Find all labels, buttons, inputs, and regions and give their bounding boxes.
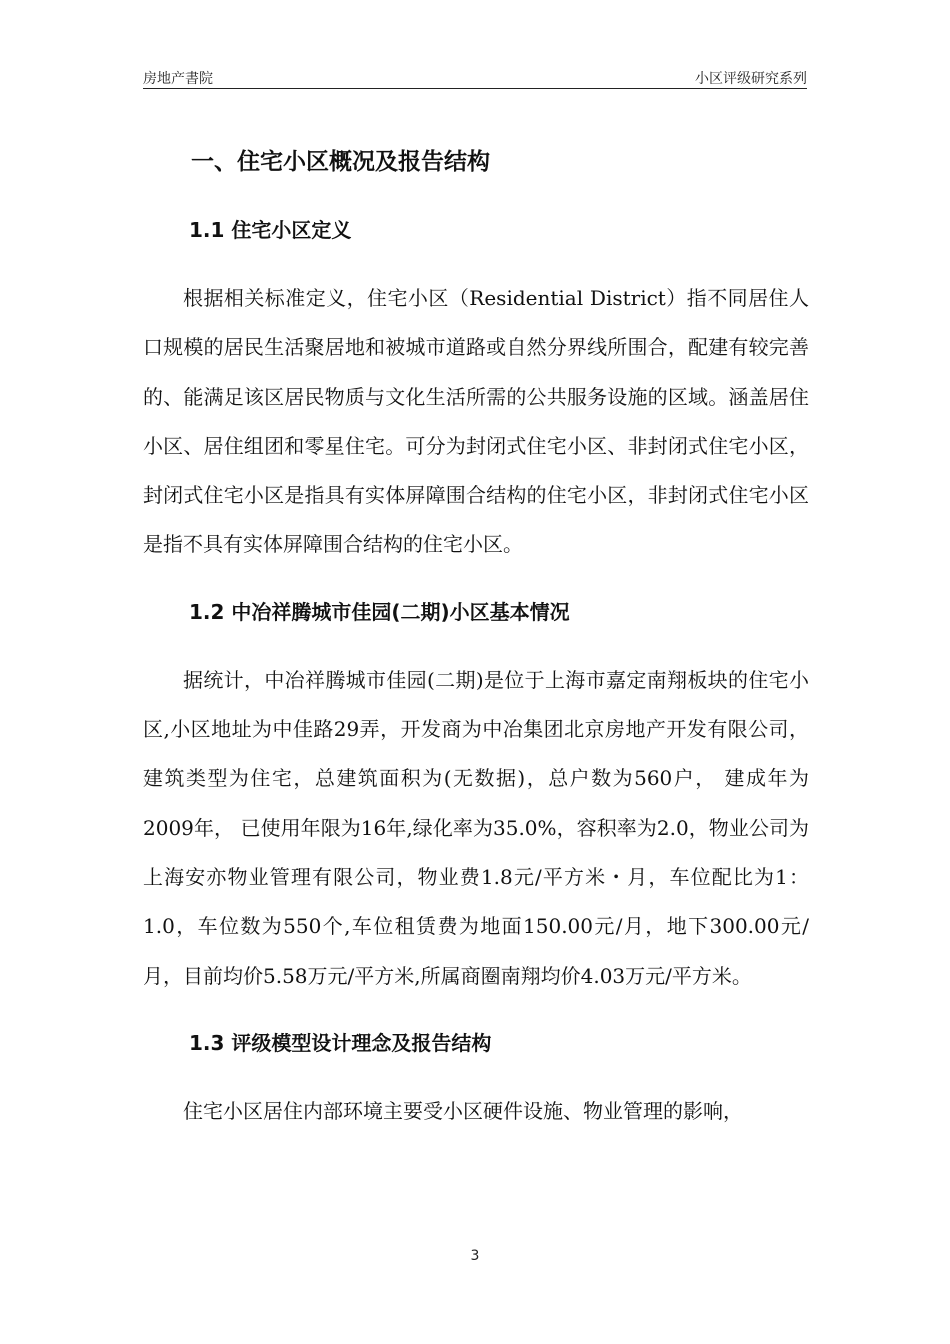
section-title-1-1: 1.1 住宅小区定义 [189,218,352,242]
section-title-1-3: 1.3 评级模型设计理念及报告结构 [189,1030,492,1055]
paragraph-1-2: 据统计，中冶祥腾城市佳园(二期)是位于上海市嘉定南翔板块的住宅小区,小区地址为中佳路29弄，开发商为中冶集团北京房地产开发有限公司，建筑类型为住宅，总建筑面积为(无数据)，总户数为560户， 建成年为2009年， 已使用年限为16年,绿化率为35.0%，容积率为2.0，物业公司为上海安亦物业管理有限公司，物业费1.8元/平方米・月，车位配比为1：1.0，车位数为550个,车位租赁费为地面150.00元/月，地下300.00元/月，目前均价5.58万元/平方米,所属商圈南翔均价4.03万元/平方米。 [143,667,809,988]
page-content [143,140,809,1136]
header-publisher: 房地产書院 [143,71,213,87]
paragraph-1-3: 住宅小区居住内部环境主要受小区硬件设施、物业管理的影响， [183,1098,743,1123]
chapter-title: 一、住宅小区概况及报告结构 [191,149,490,175]
header-series-title: 小区评级研究系列 [695,71,807,87]
page-number: 3 [470,1248,480,1264]
section-title-1-2: 1.2 中冶祥腾城市佳园(二期)小区基本情况 [189,599,570,624]
page-header [143,66,807,89]
paragraph-1-1: 根据相关标准定义，住宅小区（Residential District）指不同居住人口规模的居民生活聚居地和被城市道路或自然分界线所围合，配建有较完善的、能满足该区居民物质与文化生活所需的公共服务设施的区域。涵盖居住小区、居住组团和零星住宅。可分为封闭式住宅小区、非封闭式住宅小区，封闭式住宅小区是指具有实体屏障围合结构的住宅小区，非封闭式住宅小区是指不具有实体屏障围合结构的住宅小区。 [143,286,809,557]
